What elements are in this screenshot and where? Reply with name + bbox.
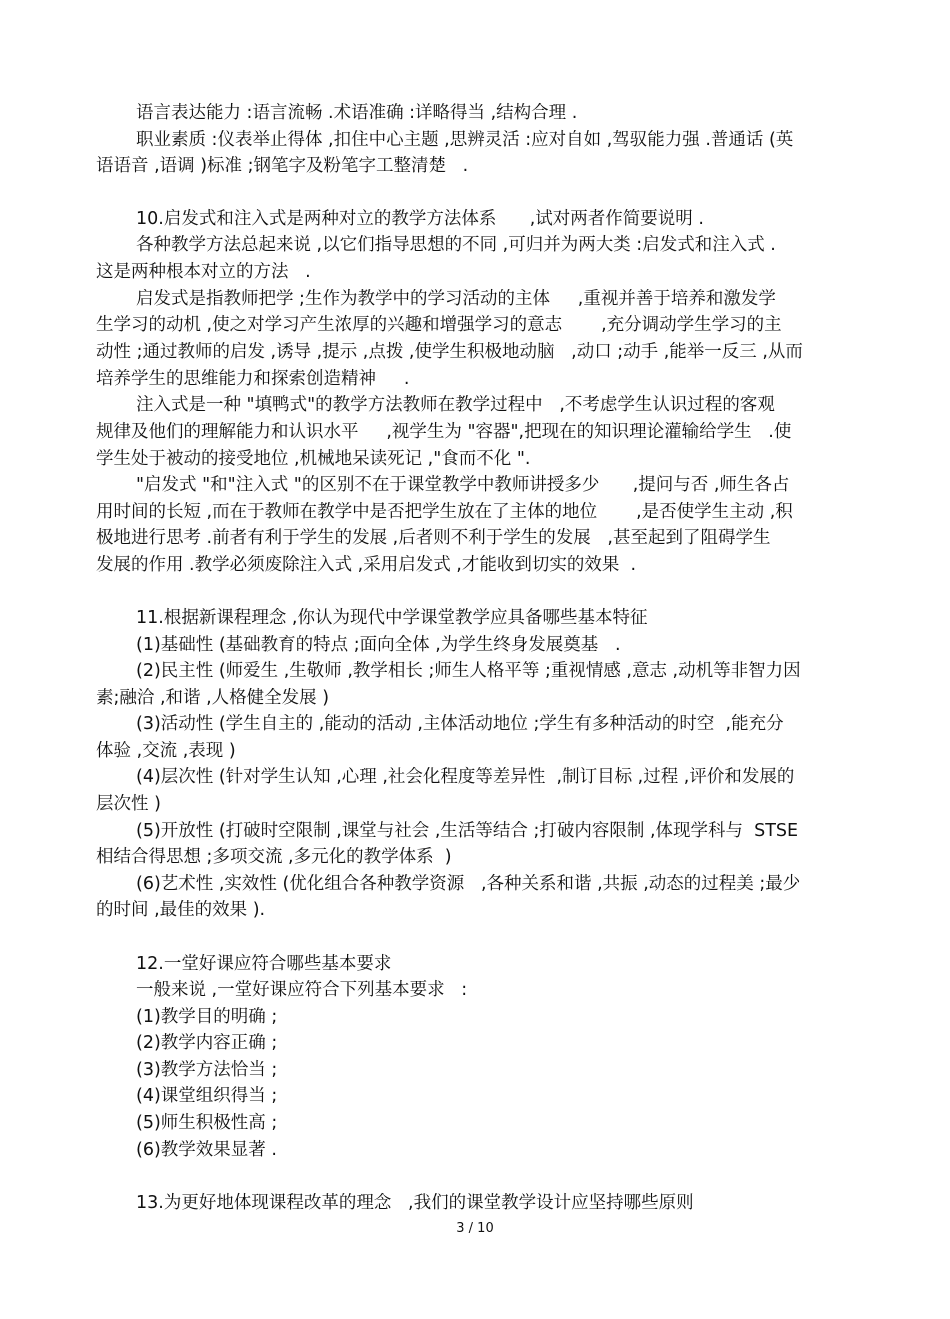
list-item: (4)层次性 (针对学生认知 ,心理 ,社会化程度等差异性 ,制订目标 ,过程 ,评价和发展的 — [136, 767, 795, 787]
section-heading: 10.启发式和注入式是两种对立的教学方法体系 ,试对两者作简要说明 . — [136, 209, 704, 229]
text-line: 发展的作用 .教学必须废除注入式 ,采用启发式 ,才能收到切实的效果 . — [96, 555, 637, 575]
text-line: 动性 ;通过教师的启发 ,诱导 ,提示 ,点拨 ,使学生积极地动脑 ,动口 ;动手 ,能举一反三 ,从而 — [96, 342, 803, 362]
text-line: 的时间 ,最佳的效果 ). — [96, 900, 266, 920]
text-line: 生学习的动机 ,使之对学习产生浓厚的兴趣和增强学习的意志 ,充分调动学生学习的主 — [96, 315, 782, 335]
text-line: 规律及他们的理解能力和认识水平 ,视学生为 "容器",把现在的知识理论灌输给学生 .使 — [96, 422, 792, 442]
list-item: (2)教学内容正确 ; — [136, 1033, 278, 1053]
text-line: 培养学生的思维能力和探索创造精神 . — [96, 369, 410, 389]
list-item: (1)教学目的明确 ; — [136, 1007, 278, 1027]
text-line: 职业素质 :仪表举止得体 ,扣住中心主题 ,思辨灵活 :应对自如 ,驾驭能力强 .普通话 (英 — [136, 130, 794, 150]
list-item: (5)开放性 (打破时空限制 ,课堂与社会 ,生活等结合 ;打破内容限制 ,体现学科与 STSE — [136, 821, 799, 841]
list-item: (5)师生积极性高 ; — [136, 1113, 278, 1133]
list-item: (1)基础性 (基础教育的特点 ;面向全体 ,为学生终身发展奠基 . — [136, 635, 621, 655]
text-line: 学生处于被动的接受地位 ,机械地呆读死记 ,"食而不化 ". — [96, 449, 531, 469]
text-line: 语言表达能力 :语言流畅 .术语准确 :详略得当 ,结构合理 . — [136, 103, 578, 123]
list-item: (3)教学方法恰当 ; — [136, 1060, 278, 1080]
list-item: (3)活动性 (学生自主的 ,能动的活动 ,主体活动地位 ;学生有多种活动的时空 ,能充分 — [136, 714, 784, 734]
text-line: 层次性 ) — [96, 794, 161, 814]
text-line: 体验 ,交流 ,表现 ) — [96, 741, 236, 761]
text-line: 启发式是指教师把学 ;生作为教学中的学习活动的主体 ,重视并善于培养和激发学 — [136, 289, 776, 309]
text-line: 语语音 ,语调 )标准 ;钢笔字及粉笔字工整清楚 . — [96, 156, 469, 176]
text-line: 这是两种根本对立的方法 . — [96, 262, 311, 282]
text-line: 相结合得思想 ;多项交流 ,多元化的教学体系 ) — [96, 847, 452, 867]
text-line: 一般来说 ,一堂好课应符合下列基本要求 : — [136, 980, 468, 1000]
text-line: 注入式是一种 "填鸭式"的教学方法教师在教学过程中 ,不考虑学生认识过程的客观 — [136, 395, 775, 415]
text-line: "启发式 "和"注入式 "的区别不在于课堂教学中教师讲授多少 ,提问与否 ,师生各占 — [136, 475, 790, 495]
section-heading: 13.为更好地体现课程改革的理念 ,我们的课堂教学设计应坚持哪些原则 — [136, 1193, 694, 1213]
section-heading: 11.根据新课程理念 ,你认为现代中学课堂教学应具备哪些基本特征 — [136, 608, 648, 628]
list-item: (6)教学效果显著 . — [136, 1140, 277, 1160]
page-number: 3 / 10 — [456, 1221, 494, 1236]
section-heading: 12.一堂好课应符合哪些基本要求 — [136, 954, 392, 974]
list-item: (6)艺术性 ,实效性 (优化组合各种教学资源 ,各种关系和谐 ,共振 ,动态的过程美 ;最少 — [136, 874, 801, 894]
text-line: 各种教学方法总起来说 ,以它们指导思想的不同 ,可归并为两大类 :启发式和注入式 . — [136, 235, 776, 255]
text-line: 极地进行思考 .前者有利于学生的发展 ,后者则不利于学生的发展 ,甚至起到了阻碍学生 — [96, 528, 771, 548]
text-line: 用时间的长短 ,而在于教师在教学中是否把学生放在了主体的地位 ,是否使学生主动 ,积 — [96, 502, 793, 522]
text-line: 素;融洽 ,和谐 ,人格健全发展 ) — [96, 688, 330, 708]
list-item: (2)民主性 (师爱生 ,生敬师 ,教学相长 ;师生人格平等 ;重视情感 ,意志 ,动机等非智力因 — [136, 661, 801, 681]
list-item: (4)课堂组织得当 ; — [136, 1086, 278, 1106]
